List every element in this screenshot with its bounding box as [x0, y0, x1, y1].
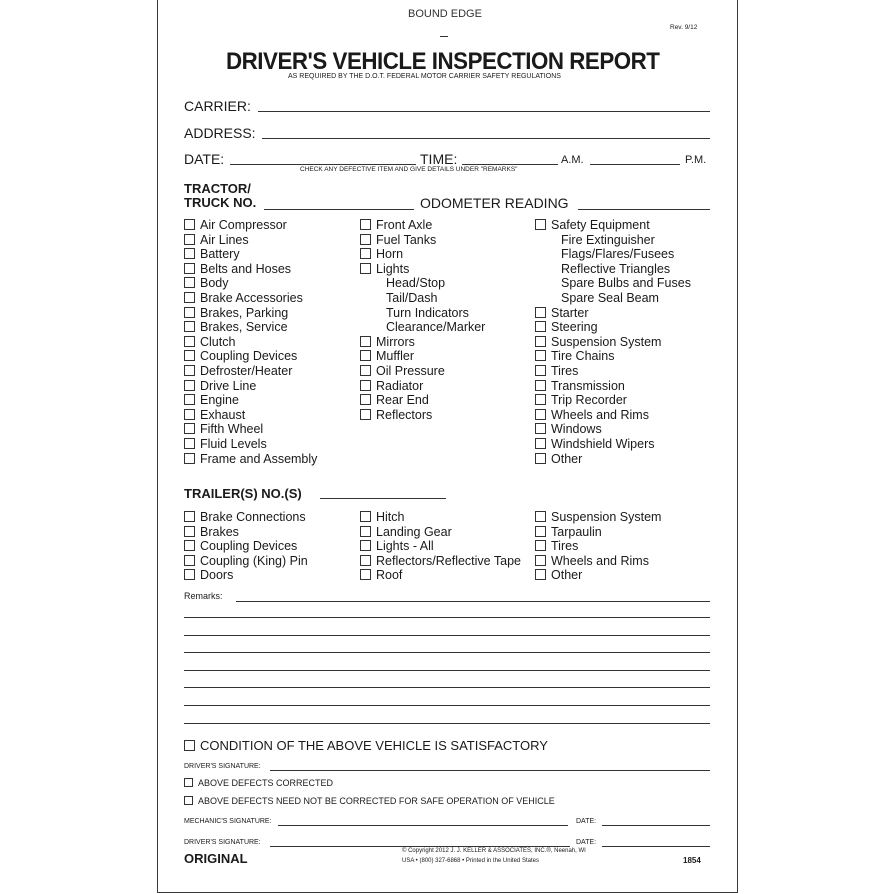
checklist-item-tires[interactable]: [535, 364, 578, 378]
checkbox[interactable]: [535, 569, 546, 580]
checklist-label: Front Axle: [376, 218, 433, 232]
checkbox[interactable]: [184, 321, 195, 332]
checklist-label: Brakes, Parking: [200, 305, 289, 320]
checklist-label: Fifth Wheel: [200, 422, 264, 437]
checklist-label: Tire Chains: [551, 349, 615, 364]
checkbox[interactable]: [535, 540, 546, 551]
checkbox[interactable]: [184, 540, 195, 551]
checkbox[interactable]: [184, 438, 195, 449]
carrier-label: CARRIER:: [184, 98, 251, 114]
remarks-label: Remarks:: [184, 591, 223, 601]
checklist-item-other[interactable]: [535, 452, 582, 466]
truck-no-label: TRUCK NO.: [184, 195, 257, 210]
checklist-subitem-reflective-triangles: [561, 262, 670, 276]
checkbox[interactable]: [360, 350, 371, 361]
checklist-item-air-compressor[interactable]: [184, 218, 287, 232]
checklist-label: Reflective Triangles: [561, 261, 671, 276]
checklist-item-body[interactable]: [184, 276, 229, 290]
checklist-subitem-tail-dash: [386, 291, 437, 305]
checklist-label: Frame and Assembly: [200, 451, 318, 466]
checklist-item-radiator[interactable]: [360, 379, 423, 393]
checklist-label: Spare Bulbs and Fuses: [561, 276, 691, 291]
checklist-item-reflectors[interactable]: [360, 408, 432, 422]
checklist-label: Muffler: [376, 349, 414, 364]
checklist-label: Suspension System: [551, 510, 662, 524]
time-label: TIME:: [420, 151, 458, 167]
defects-not-needed-row[interactable]: [184, 796, 555, 806]
checklist-label: Hitch: [376, 510, 405, 524]
driver-date-label: DATE:: [576, 839, 597, 846]
odometer-field[interactable]: [578, 209, 710, 210]
remarks-line-6[interactable]: [184, 687, 710, 688]
driver-signature-field[interactable]: [270, 770, 710, 771]
checklist-label: Other: [551, 451, 583, 466]
checkbox[interactable]: [184, 219, 195, 230]
checkbox[interactable]: [535, 394, 546, 405]
checklist-item-drive-line[interactable]: [184, 379, 256, 393]
checklist-item-belts-and-hoses[interactable]: [184, 262, 291, 276]
trailer-no-field[interactable]: [320, 498, 446, 499]
checklist-item-battery[interactable]: [184, 247, 240, 261]
checklist-item-roof[interactable]: [360, 568, 402, 582]
checklist-item-fuel-tanks[interactable]: [360, 233, 436, 247]
checklist-label: Safety Equipment: [551, 218, 650, 232]
checklist-label: Coupling (King) Pin: [200, 553, 308, 568]
address-label: ADDRESS:: [184, 125, 256, 141]
checklist-item-mirrors[interactable]: [360, 335, 415, 349]
checkbox[interactable]: [184, 307, 195, 318]
checklist-item-tire-chains[interactable]: [535, 349, 614, 363]
checklist-item-other[interactable]: [535, 568, 582, 582]
checkbox[interactable]: [360, 380, 371, 391]
checkbox[interactable]: [360, 219, 371, 230]
remarks-line-5[interactable]: [184, 670, 710, 671]
page-title: DRIVER'S VEHICLE INSPECTION REPORT: [226, 48, 660, 75]
checklist-item-tarpaulin[interactable]: [535, 525, 602, 539]
checkbox[interactable]: [184, 380, 195, 391]
checkbox[interactable]: [535, 423, 546, 434]
checkbox[interactable]: [184, 394, 195, 405]
carrier-field[interactable]: [258, 111, 710, 112]
checkbox[interactable]: [184, 555, 195, 566]
checkbox[interactable]: [184, 350, 195, 361]
checklist-item-reflectors-reflective-tape[interactable]: [360, 554, 521, 568]
checklist-item-brakes-parking[interactable]: [184, 306, 288, 320]
checkbox[interactable]: [360, 263, 371, 274]
checklist-label: Lights - All: [376, 539, 434, 554]
defects-not-needed-label: ABOVE DEFECTS NEED NOT BE CORRECTED FOR SAFE OPERATION OF VEHICLE: [198, 796, 555, 806]
checklist-label: Transmission: [551, 378, 625, 393]
remarks-line-3[interactable]: [184, 635, 710, 636]
checklist-label: Body: [200, 276, 229, 291]
checklist-item-windshield-wipers[interactable]: [535, 437, 655, 451]
checkbox[interactable]: [360, 555, 371, 566]
checklist-item-muffler[interactable]: [360, 349, 414, 363]
checkbox[interactable]: [535, 321, 546, 332]
checklist-item-defroster-heater[interactable]: [184, 364, 292, 378]
checklist-label: Coupling Devices: [200, 349, 298, 364]
checklist-item-windows[interactable]: [535, 422, 602, 436]
checkbox[interactable]: [184, 248, 195, 259]
checklist-subitem-clearance-marker: [386, 320, 485, 334]
time-am-field[interactable]: [462, 164, 558, 165]
copyright-line-2: USA • (800) 327-6868 • Printed in the United States: [402, 858, 539, 864]
checkbox[interactable]: [535, 219, 546, 230]
original-label: ORIGINAL: [184, 851, 248, 866]
date-field[interactable]: [230, 164, 416, 165]
remarks-line-7[interactable]: [184, 705, 710, 706]
checklist-label: Trip Recorder: [551, 393, 627, 408]
checklist-item-wheels-and-rims[interactable]: [535, 408, 649, 422]
checkbox[interactable]: [184, 336, 195, 347]
checkbox[interactable]: [184, 277, 195, 288]
checklist-subitem-spare-bulbs-and-fuses: [561, 276, 691, 290]
check-defects-note: CHECK ANY DEFECTIVE ITEM AND GIVE DETAILS UNDER "REMARKS": [300, 166, 518, 173]
checklist-label: Brakes, Service: [200, 320, 288, 335]
checklist-item-trip-recorder[interactable]: [535, 393, 627, 407]
checklist-label: Roof: [376, 568, 403, 583]
checklist-item-frame-and-assembly[interactable]: [184, 452, 317, 466]
checklist-label: Brake Connections: [200, 510, 306, 524]
checklist-item-brake-connections[interactable]: [184, 510, 306, 524]
checklist-item-brakes[interactable]: [184, 525, 239, 539]
checkbox[interactable]: [360, 511, 371, 522]
checkbox[interactable]: [184, 453, 195, 464]
checklist-label: Tires: [551, 539, 579, 554]
checklist-item-wheels-and-rims[interactable]: [535, 554, 649, 568]
checkbox[interactable]: [535, 453, 546, 464]
checkbox[interactable]: [360, 526, 371, 537]
checkbox[interactable]: [535, 350, 546, 361]
checklist-item-rear-end[interactable]: [360, 393, 429, 407]
checklist-label: Clutch: [200, 334, 236, 349]
checklist-item-landing-gear[interactable]: [360, 525, 452, 539]
checklist-label: Other: [551, 568, 583, 583]
checklist-label: Air Compressor: [200, 218, 287, 232]
copyright-line-1: © Copyright 2012 J. J. KELLER & ASSOCIATES, INC.®, Neenah, WI: [402, 848, 586, 854]
date-label: DATE:: [184, 151, 225, 167]
form-number: 1854: [683, 856, 701, 865]
checklist-label: Suspension System: [551, 334, 662, 349]
checklist-label: Starter: [551, 305, 589, 320]
checklist-label: Radiator: [376, 378, 424, 393]
checklist-label: Engine: [200, 393, 239, 408]
checklist-label: Windshield Wipers: [551, 437, 655, 451]
center-tick: [440, 36, 448, 37]
odometer-label: ODOMETER READING: [420, 195, 569, 211]
checklist-label: Flags/Flares/Fusees: [561, 247, 675, 262]
checklist-item-fluid-levels[interactable]: [184, 437, 267, 451]
checklist-item-tires[interactable]: [535, 539, 578, 553]
checklist-item-brakes-service[interactable]: [184, 320, 288, 334]
checklist-label: Exhaust: [200, 407, 246, 422]
checklist-item-exhaust[interactable]: [184, 408, 245, 422]
checkbox[interactable]: [360, 248, 371, 259]
driver-signature2-label: DRIVER'S SIGNATURE:: [184, 839, 261, 846]
checklist-item-doors[interactable]: [184, 568, 233, 582]
time-pm-field[interactable]: [590, 164, 680, 165]
mechanic-signature-label: MECHANIC'S SIGNATURE:: [184, 818, 272, 825]
checklist-item-lights-all[interactable]: [360, 539, 434, 553]
checklist-label: Coupling Devices: [200, 539, 298, 554]
checklist-item-transmission[interactable]: [535, 379, 625, 393]
revision-label: Rev. 9/12: [670, 24, 698, 31]
checklist-label: Tarpaulin: [551, 524, 602, 539]
remarks-line-2[interactable]: [184, 617, 710, 618]
checkbox[interactable]: [184, 423, 195, 434]
checkbox[interactable]: [184, 511, 195, 522]
checklist-subitem-flags-flares-fusees: [561, 247, 674, 261]
checklist-label: Reflectors: [376, 407, 433, 422]
tractor-label: TRACTOR/: [184, 181, 251, 196]
checklist-label: Fire Extinguisher: [561, 232, 655, 247]
checkbox[interactable]: [360, 394, 371, 405]
checklist-label: Brakes: [200, 524, 239, 539]
checklist-item-engine[interactable]: [184, 393, 239, 407]
checkbox[interactable]: [184, 409, 195, 420]
checkbox[interactable]: [360, 336, 371, 347]
checklist-label: Tail/Dash: [386, 291, 438, 305]
mechanic-signature-field[interactable]: [278, 825, 568, 826]
checklist-item-oil-pressure[interactable]: [360, 364, 445, 378]
satisfactory-checkbox-row[interactable]: [184, 738, 548, 753]
checkbox[interactable]: [184, 292, 195, 303]
checkbox[interactable]: [184, 234, 195, 245]
checklist-item-suspension-system[interactable]: [535, 335, 661, 349]
defects-corrected-checkbox[interactable]: [184, 778, 193, 787]
defects-corrected-label: ABOVE DEFECTS CORRECTED: [198, 778, 334, 788]
trailer-label: TRAILER(S) NO.(S): [184, 486, 302, 501]
checklist-label: Clearance/Marker: [386, 320, 486, 335]
checklist-item-clutch[interactable]: [184, 335, 235, 349]
driver-signature-label: DRIVER'S SIGNATURE:: [184, 763, 261, 770]
checklist-item-horn[interactable]: [360, 247, 403, 261]
checklist-label: Doors: [200, 568, 234, 583]
checkbox[interactable]: [184, 526, 195, 537]
checklist-label: Tires: [551, 364, 579, 378]
checkbox[interactable]: [535, 336, 546, 347]
checklist-label: Drive Line: [200, 378, 257, 393]
checklist-item-fifth-wheel[interactable]: [184, 422, 263, 436]
remarks-line-8[interactable]: [184, 723, 710, 724]
checklist-label: Oil Pressure: [376, 364, 445, 378]
checkbox[interactable]: [360, 540, 371, 551]
pm-label: P.M.: [685, 154, 707, 166]
checkbox[interactable]: [184, 569, 195, 580]
checkbox[interactable]: [535, 365, 546, 376]
checklist-item-hitch[interactable]: [360, 510, 404, 524]
satisfactory-label: CONDITION OF THE ABOVE VEHICLE IS SATISFACTORY: [200, 738, 548, 753]
mechanic-date-field[interactable]: [602, 825, 710, 826]
checklist-subitem-head-stop: [386, 276, 445, 290]
checkbox[interactable]: [360, 569, 371, 580]
checklist-label: Reflectors/Reflective Tape: [376, 553, 521, 568]
truck-no-field[interactable]: [264, 209, 414, 210]
checkbox[interactable]: [535, 555, 546, 566]
checklist-label: Lights: [376, 261, 410, 276]
checklist-label: Mirrors: [376, 334, 415, 349]
checklist-label: Brake Accessories: [200, 291, 303, 305]
checklist-label: Steering: [551, 320, 598, 335]
am-label: A.M.: [561, 154, 584, 166]
checkbox[interactable]: [535, 380, 546, 391]
checkbox[interactable]: [360, 234, 371, 245]
remarks-line-4[interactable]: [184, 652, 710, 653]
checklist-label: Fuel Tanks: [376, 232, 437, 247]
checklist-label: Belts and Hoses: [200, 261, 292, 276]
checklist-item-safety-equipment[interactable]: [535, 218, 650, 232]
checklist-subitem-fire-extinguisher: [561, 233, 655, 247]
checklist-label: Air Lines: [200, 232, 249, 247]
checklist-item-steering[interactable]: [535, 320, 598, 334]
checkbox[interactable]: [535, 438, 546, 449]
checklist-label: Defroster/Heater: [200, 364, 293, 378]
defects-corrected-row[interactable]: [184, 778, 333, 788]
checklist-item-brake-accessories[interactable]: [184, 291, 303, 305]
checklist-label: Wheels and Rims: [551, 407, 649, 422]
checklist-label: Windows: [551, 422, 602, 437]
checklist-item-coupling-devices[interactable]: [184, 539, 297, 553]
checkbox[interactable]: [184, 263, 195, 274]
checklist-label: Battery: [200, 247, 240, 262]
checklist-item-starter[interactable]: [535, 306, 589, 320]
mechanic-date-label: DATE:: [576, 818, 597, 825]
checklist-subitem-turn-indicators: [386, 306, 469, 320]
remarks-line-1[interactable]: [236, 601, 710, 602]
driver-date-field[interactable]: [602, 846, 710, 847]
checkbox[interactable]: [535, 526, 546, 537]
checkbox[interactable]: [184, 365, 195, 376]
checklist-label: Wheels and Rims: [551, 553, 649, 568]
checkbox[interactable]: [360, 365, 371, 376]
checkbox[interactable]: [360, 409, 371, 420]
page-subtitle: AS REQUIRED BY THE D.O.T. FEDERAL MOTOR CARRIER SAFETY REGULATIONS: [288, 73, 561, 80]
defects-not-needed-checkbox[interactable]: [184, 796, 193, 805]
checklist-item-lights[interactable]: [360, 262, 409, 276]
checklist-label: Landing Gear: [376, 524, 452, 539]
checklist-label: Spare Seal Beam: [561, 291, 659, 305]
checklist-item-suspension-system[interactable]: [535, 510, 661, 524]
checklist-label: Rear End: [376, 393, 429, 408]
satisfactory-checkbox[interactable]: [184, 740, 195, 751]
address-field[interactable]: [262, 138, 710, 139]
checklist-item-coupling-king-pin[interactable]: [184, 554, 308, 568]
checklist-label: Fluid Levels: [200, 437, 267, 451]
checklist-subitem-spare-seal-beam: [561, 291, 659, 305]
checklist-label: Horn: [376, 247, 404, 262]
checkbox[interactable]: [535, 511, 546, 522]
bound-edge-label: BOUND EDGE: [408, 8, 482, 20]
inspection-form-sheet: [157, 0, 738, 893]
checklist-item-air-lines[interactable]: [184, 233, 249, 247]
checklist-label: Turn Indicators: [386, 305, 469, 320]
driver-signature2-field[interactable]: [270, 846, 570, 847]
checklist-item-coupling-devices[interactable]: [184, 349, 297, 363]
checkbox[interactable]: [535, 307, 546, 318]
checklist-item-front-axle[interactable]: [360, 218, 432, 232]
checkbox[interactable]: [535, 409, 546, 420]
checklist-label: Head/Stop: [386, 276, 446, 291]
